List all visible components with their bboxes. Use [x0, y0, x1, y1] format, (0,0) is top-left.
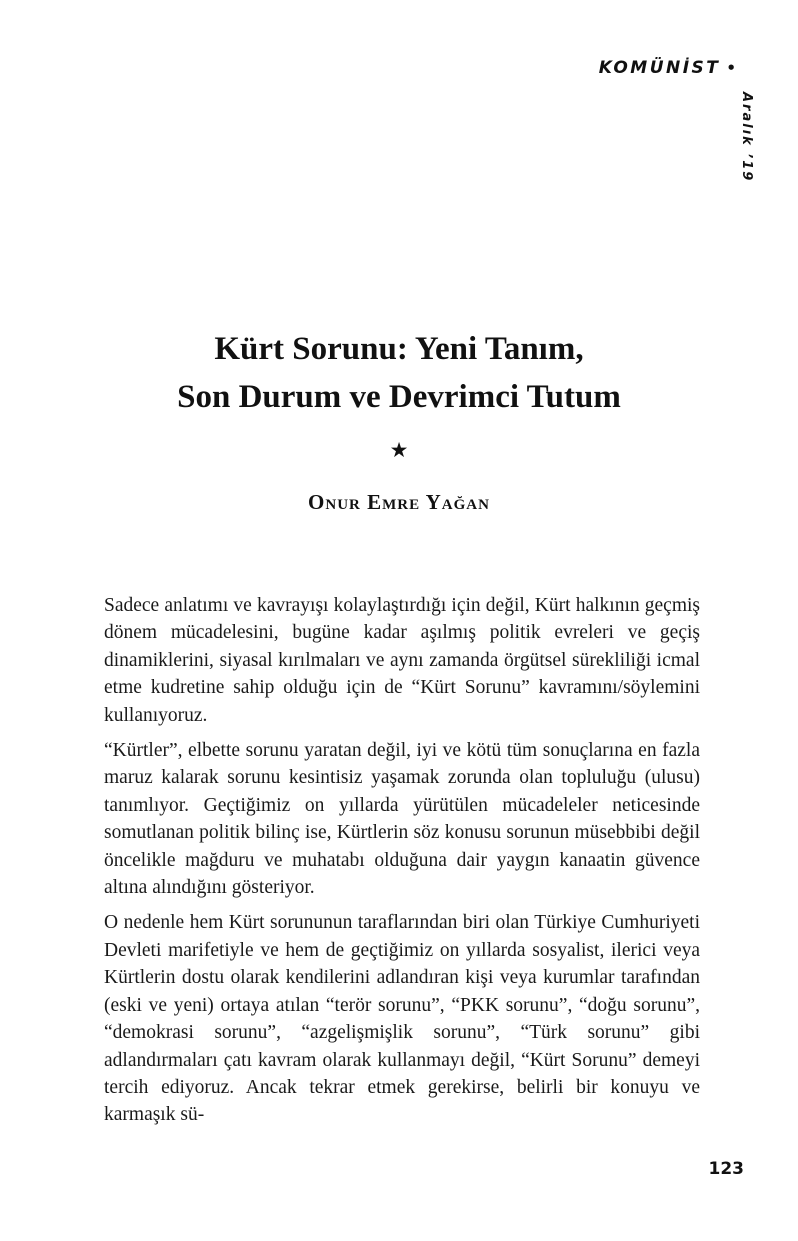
paragraph: “Kürtler”, elbette sorunu yaratan değil, iyi ve kötü tüm sonuçlarına en fazla maruz kalarak sorunu kesintisiz yaşamak zorunda olan topluluğu (ulusu) tanımlıyor. Geçtiğimiz on yıllarda yürütülen mücadeleler neticesinde somutlanan politik bilinç ise, Kürtlerin söz konusu sorunun müsebbibi değil öncelikle mağduru ve muhatabı olduğuna dair yaygın kanaatin güvence altına alındığını gösteriyor.: [104, 740, 700, 899]
star-divider-icon: ★: [389, 438, 409, 462]
bullet-icon: •: [726, 59, 736, 77]
article-body: [104, 592, 700, 1137]
author-name: Onur Emre Yağan: [308, 490, 490, 514]
paragraph: Sadece anlatımı ve kavrayışı kolaylaştırdığı için değil, Kürt halkının geçmiş dönem mücadelesini, bugüne kadar aşılmış politik evreleri ve geçiş dinamiklerini, siyasal kırılmaları ve aynı zamanda örgütsel sürekliliği icmal etme kudretine sahip olduğu için de “Kürt Sorunu” kavramını/söylemini kullanıyoruz.: [104, 595, 700, 726]
title-block: [60, 326, 738, 422]
article-title: [60, 326, 738, 422]
page-number: 123: [708, 1159, 744, 1179]
article-title-line2: Son Durum ve Devrimci Tutum: [177, 378, 621, 415]
journal-name: KOMÜNİST: [598, 58, 721, 78]
issue-date-vertical: Aralık ’19: [739, 92, 754, 183]
journal-header: [599, 58, 736, 78]
article-title-line1: Kürt Sorunu: Yeni Tanım,: [214, 331, 584, 367]
paragraph: O nedenle hem Kürt sorununun taraflarından biri olan Türkiye Cumhuriyeti Devleti marifetiyle ve hem de geçtiğimiz on yıllarda sosyalist, ilerici veya Kürtlerin dostu olarak kendilerini adlandıran kişi veya kurumlar tarafından (eski ve yeni) ortaya atılan “terör sorunu”, “PKK sorunu”, “doğu sorunu”, “demokrasi sorunu”, “azgelişmişlik sorunu”, “Türk sorunu” gibi adlandırmaları çatı kavram olarak kullanmayı değil, “Kürt Sorunu” demeyi tercih ediyoruz. Ancak tekrar etmek gerekirse, belirli bir konuyu ve karmaşık sü-: [104, 912, 700, 1126]
